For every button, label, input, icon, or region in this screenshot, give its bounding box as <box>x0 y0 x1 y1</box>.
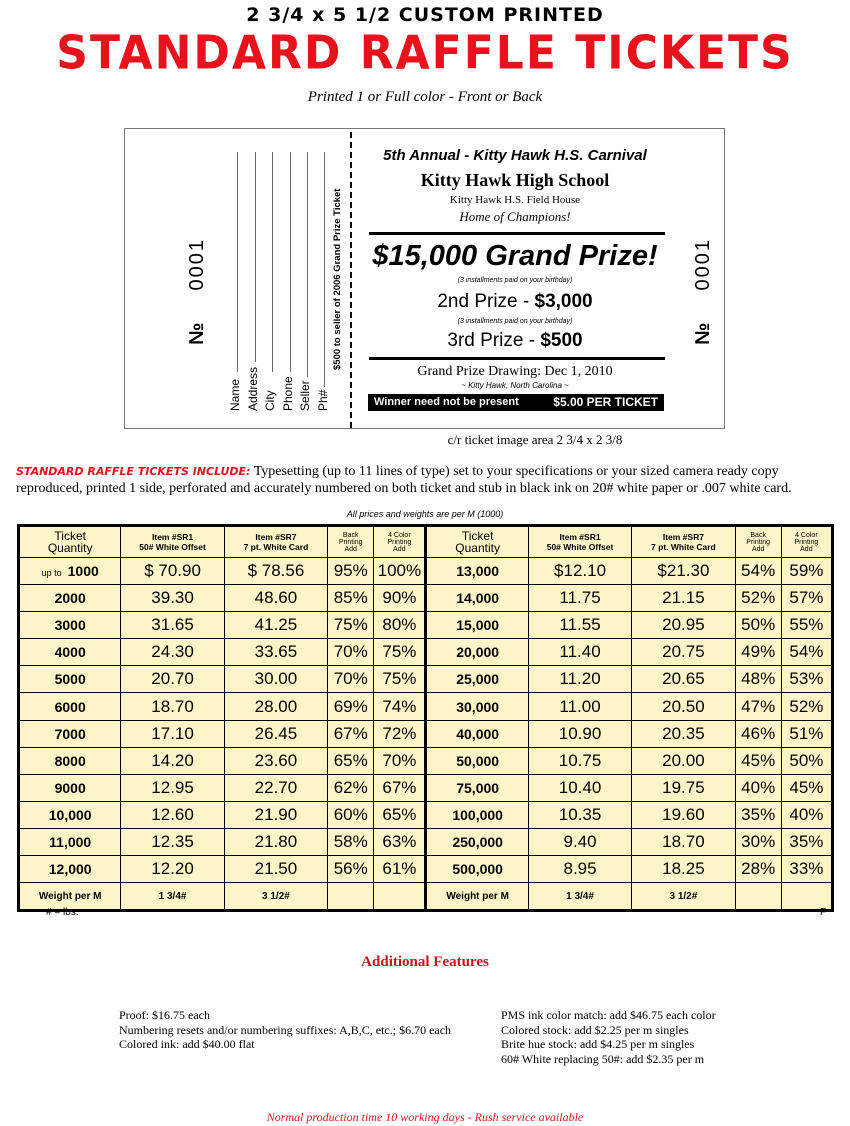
price-cell: 47% <box>735 693 781 720</box>
feature-item: Proof: $16.75 each <box>119 1008 210 1022</box>
stub-field-name: Name <box>228 378 242 411</box>
weight-label: Weight per M <box>19 883 121 911</box>
price-cell: 75% <box>328 612 374 639</box>
price-cell: 31.65 <box>121 612 224 639</box>
up-to-label: up to <box>41 568 62 579</box>
price-cell: 52% <box>735 585 781 612</box>
ticket-third-prize <box>355 330 675 352</box>
table-row <box>19 639 833 666</box>
price-cell: 20.00 <box>632 747 735 774</box>
price-cell: 74% <box>374 693 426 720</box>
price-cell: 30% <box>735 828 781 855</box>
third-prize-amount: $500 <box>540 330 583 351</box>
feature-item: Colored stock: add $2.25 per m singles <box>501 1022 689 1037</box>
price-cell: 20.35 <box>632 720 735 747</box>
price-cell: 10.35 <box>528 801 631 828</box>
price-cell: 50% <box>781 747 832 774</box>
price-cell: 85% <box>328 585 374 612</box>
quantity-cell: 8000 <box>19 747 121 774</box>
price-cell: 75% <box>374 639 426 666</box>
price-cell: 18.70 <box>121 693 224 720</box>
quantity-cell <box>19 558 121 585</box>
footer-note: Normal production time 10 working days - Rush service available <box>266 1110 584 1124</box>
price-cell: 30.00 <box>224 666 327 693</box>
price-cell: 11.55 <box>528 612 631 639</box>
price-cell: 35% <box>735 801 781 828</box>
quantity-cell: 5000 <box>19 666 121 693</box>
price-cell: 21.15 <box>632 585 735 612</box>
price-cell: 72% <box>374 720 426 747</box>
table-row <box>19 693 833 720</box>
ticket-location: ~ Kitty Hawk, North Carolina ~ <box>461 381 569 390</box>
table-row <box>19 828 833 855</box>
price-cell: 12.20 <box>121 856 224 883</box>
header-ticket-quantity: Ticket Quantity <box>19 526 121 558</box>
price-cell: 12.95 <box>121 774 224 801</box>
weight-empty <box>374 883 426 911</box>
price-cell: 23.60 <box>224 747 327 774</box>
quantity-cell: 7000 <box>19 720 121 747</box>
quantity-cell: 3000 <box>19 612 121 639</box>
price-cell: 56% <box>328 856 374 883</box>
ticket-price-bar <box>368 394 664 411</box>
header-item-sr1: Item #SR1 50# White Offset <box>528 526 631 558</box>
feature-item: Brite hue stock: add $4.25 per m singles <box>501 1037 695 1051</box>
price-cell: 41.25 <box>224 612 327 639</box>
header-tagline: Printed 1 or Full color - Front or Back <box>307 89 543 105</box>
price-cell: 28% <box>735 856 781 883</box>
header-4color-printing: 4 Color Printing Add <box>374 526 426 558</box>
header-4color-printing: 4 Color Printing Add <box>781 526 832 558</box>
price-cell: 75% <box>374 666 426 693</box>
header-ticket-quantity: Ticket Quantity <box>426 526 528 558</box>
price-cell: 51% <box>781 720 832 747</box>
price-cell: 52% <box>781 693 832 720</box>
price-cell: 65% <box>328 747 374 774</box>
quantity-cell: 50,000 <box>426 747 528 774</box>
quantity-cell: 500,000 <box>426 856 528 883</box>
field-line <box>237 152 238 372</box>
quantity-cell: 10,000 <box>19 801 121 828</box>
includes-paragraph <box>16 463 841 497</box>
stub-field-seller: Seller <box>298 380 312 411</box>
stub-field-seller-phone: Ph# <box>316 389 330 411</box>
ticket-rule-top <box>369 232 665 235</box>
price-cell: 20.65 <box>632 666 735 693</box>
weight-sr7: 3 1/2# <box>632 883 735 911</box>
price-cell: $21.30 <box>632 558 735 585</box>
weight-sr1: 1 3/4# <box>121 883 224 911</box>
price-cell: 18.70 <box>632 828 735 855</box>
price-cell: 58% <box>328 828 374 855</box>
price-cell: 70% <box>328 639 374 666</box>
includes-heading: STANDARD RAFFLE TICKETS INCLUDE: <box>16 465 251 478</box>
perforation-line <box>350 132 352 428</box>
price-cell: 45% <box>781 774 832 801</box>
header-item-sr7: Item #SR7 7 pt. White Card <box>632 526 735 558</box>
feature-item: 60# White replacing 50#: add $2.35 per m <box>501 1051 705 1066</box>
header-back-printing: Back Printing Add <box>328 526 374 558</box>
price-cell: 12.60 <box>121 801 224 828</box>
ticket-caption: c/r ticket image area 2 3/4 x 2 3/8 <box>447 432 623 447</box>
price-cell: 35% <box>781 828 832 855</box>
ticket-grand-prize: $15,000 Grand Prize! <box>372 240 658 272</box>
feature-item: Colored ink: add $40.00 flat <box>119 1037 255 1051</box>
number-value: 0001 <box>692 237 714 291</box>
header-item-sr7: Item #SR7 7 pt. White Card <box>224 526 327 558</box>
price-cell: 80% <box>374 612 426 639</box>
price-cell: 21.90 <box>224 801 327 828</box>
quantity-cell: 25,000 <box>426 666 528 693</box>
ticket-venue: Kitty Hawk H.S. Field House <box>449 194 581 206</box>
price-cell: 22.70 <box>224 774 327 801</box>
price-cell: 24.30 <box>121 639 224 666</box>
ticket-motto: Home of Champions! <box>459 209 571 224</box>
table-row <box>19 774 833 801</box>
price-cell: 20.70 <box>121 666 224 693</box>
stub-field-address: Address <box>246 366 260 411</box>
number-prefix: № <box>692 320 714 345</box>
ticket-second-prize <box>355 291 675 313</box>
price-cell: 14.20 <box>121 747 224 774</box>
stub-ticket-number <box>186 238 209 345</box>
price-cell: 60% <box>328 801 374 828</box>
price-cell: 48.60 <box>224 585 327 612</box>
quantity-cell: 100,000 <box>426 801 528 828</box>
table-row <box>19 747 833 774</box>
winner-note: Winner need not be present <box>374 396 519 408</box>
ticket-price: $5.00 PER TICKET <box>553 395 658 409</box>
price-cell: 33% <box>781 856 832 883</box>
field-line <box>272 152 273 372</box>
page-mark: F <box>820 907 827 918</box>
weight-empty <box>328 883 374 911</box>
price-cell: 10.90 <box>528 720 631 747</box>
price-cell: 50% <box>735 612 781 639</box>
price-cell: 55% <box>781 612 832 639</box>
price-cell: 67% <box>374 774 426 801</box>
price-cell: 19.60 <box>632 801 735 828</box>
price-cell: 46% <box>735 720 781 747</box>
price-cell: 8.95 <box>528 856 631 883</box>
ticket-drawing-date: Grand Prize Drawing: Dec 1, 2010 <box>417 364 613 379</box>
seller-prize-note: $500 to seller of 2006 Grand Prize Ticket <box>332 188 343 370</box>
weight-row <box>19 883 833 911</box>
price-cell: 70% <box>328 666 374 693</box>
lbs-note: # = lbs. <box>46 907 79 918</box>
includes-text: Typesetting (up to 11 lines of type) set to your specifications or your sized camera ready copy reproduced, printed 1 side, perforated and accurately numbered on both ticket and stub in black ink on 20# white paper or .007 white card. <box>16 464 792 496</box>
table-row <box>19 801 833 828</box>
quantity-cell: 250,000 <box>426 828 528 855</box>
price-cell: 45% <box>735 747 781 774</box>
price-table <box>17 524 834 912</box>
quantity-cell: 30,000 <box>426 693 528 720</box>
quantity-cell: 15,000 <box>426 612 528 639</box>
price-cell: 33.65 <box>224 639 327 666</box>
quantity-cell: 12,000 <box>19 856 121 883</box>
quantity-cell: 4000 <box>19 639 121 666</box>
price-cell: $ 78.56 <box>224 558 327 585</box>
quantity-value: 1000 <box>67 563 99 580</box>
header-back-printing: Back Printing Add <box>735 526 781 558</box>
price-cell: 48% <box>735 666 781 693</box>
price-cell: 63% <box>374 828 426 855</box>
third-prize-label: 3rd Prize - <box>447 330 541 351</box>
price-cell: 65% <box>374 801 426 828</box>
stub-field-phone: Phone <box>281 376 295 411</box>
feature-item: Numbering resets and/or numbering suffixes: A,B,C, etc.; $6.70 each <box>119 1022 452 1037</box>
price-cell: 20.95 <box>632 612 735 639</box>
price-cell: 19.75 <box>632 774 735 801</box>
prices-note: All prices and weights are per M (1000) <box>346 509 504 519</box>
additional-features-right <box>501 1008 716 1066</box>
stub-field-city: City <box>263 390 277 411</box>
price-cell: 11.75 <box>528 585 631 612</box>
price-cell: 18.25 <box>632 856 735 883</box>
price-cell: 62% <box>328 774 374 801</box>
table-row <box>19 585 833 612</box>
price-cell: 11.40 <box>528 639 631 666</box>
second-prize-label: 2nd Prize - <box>437 291 535 312</box>
quantity-cell: 40,000 <box>426 720 528 747</box>
price-cell: 10.75 <box>528 747 631 774</box>
table-row <box>19 558 833 585</box>
price-cell: $12.10 <box>528 558 631 585</box>
price-cell: 70% <box>374 747 426 774</box>
quantity-cell: 20,000 <box>426 639 528 666</box>
second-prize-amount: $3,000 <box>534 291 593 312</box>
additional-features-left <box>119 1008 451 1052</box>
price-cell: 28.00 <box>224 693 327 720</box>
field-line <box>307 152 308 377</box>
price-cell: 54% <box>735 558 781 585</box>
table-row <box>19 666 833 693</box>
price-cell: 90% <box>374 585 426 612</box>
number-prefix: № <box>186 320 208 345</box>
table-header-row <box>19 526 833 558</box>
price-cell: 53% <box>781 666 832 693</box>
quantity-cell: 14,000 <box>426 585 528 612</box>
price-cell: 9.40 <box>528 828 631 855</box>
table-row <box>19 720 833 747</box>
page-title: STANDARD RAFFLE TICKETS <box>56 26 794 81</box>
feature-item: PMS ink color match: add $46.75 each color <box>501 1008 716 1022</box>
price-cell: 95% <box>328 558 374 585</box>
price-cell: 12.35 <box>121 828 224 855</box>
ticket-installments-note: (3 installments paid on your birthday) <box>457 318 573 325</box>
field-line <box>324 152 325 387</box>
quantity-cell: 75,000 <box>426 774 528 801</box>
weight-sr1: 1 3/4# <box>528 883 631 911</box>
price-cell: 57% <box>781 585 832 612</box>
number-value: 0001 <box>186 237 208 291</box>
price-cell: 10.40 <box>528 774 631 801</box>
quantity-cell: 2000 <box>19 585 121 612</box>
price-cell: 67% <box>328 720 374 747</box>
price-cell: $ 70.90 <box>121 558 224 585</box>
price-cell: 40% <box>781 801 832 828</box>
price-cell: 61% <box>374 856 426 883</box>
table-row <box>19 612 833 639</box>
quantity-cell: 9000 <box>19 774 121 801</box>
price-cell: 20.75 <box>632 639 735 666</box>
price-cell: 11.00 <box>528 693 631 720</box>
header-subtitle: 2 3/4 x 5 1/2 CUSTOM PRINTED <box>246 4 604 26</box>
price-cell: 20.50 <box>632 693 735 720</box>
main-ticket-number <box>692 238 715 345</box>
additional-features-title: Additional Features <box>361 954 489 970</box>
price-cell: 49% <box>735 639 781 666</box>
price-cell: 21.50 <box>224 856 327 883</box>
field-line <box>290 152 291 372</box>
price-cell: 54% <box>781 639 832 666</box>
weight-sr7: 3 1/2# <box>224 883 327 911</box>
quantity-cell: 6000 <box>19 693 121 720</box>
field-line <box>255 152 256 362</box>
ticket-installments-note: (3 installments paid on your birthday) <box>457 277 573 284</box>
price-cell: 11.20 <box>528 666 631 693</box>
quantity-cell: 13,000 <box>426 558 528 585</box>
ticket-event: 5th Annual - Kitty Hawk H.S. Carnival <box>383 147 647 164</box>
price-cell: 100% <box>374 558 426 585</box>
price-cell: 69% <box>328 693 374 720</box>
price-cell: 26.45 <box>224 720 327 747</box>
quantity-cell: 11,000 <box>19 828 121 855</box>
price-cell: 39.30 <box>121 585 224 612</box>
ticket-school: Kitty Hawk High School <box>420 170 610 190</box>
weight-empty <box>735 883 781 911</box>
price-cell: 21.80 <box>224 828 327 855</box>
price-cell: 17.10 <box>121 720 224 747</box>
header-item-sr1: Item #SR1 50# White Offset <box>121 526 224 558</box>
price-cell: 59% <box>781 558 832 585</box>
ticket-rule-bottom <box>369 357 665 360</box>
table-row <box>19 856 833 883</box>
weight-label: Weight per M <box>426 883 528 911</box>
price-cell: 40% <box>735 774 781 801</box>
